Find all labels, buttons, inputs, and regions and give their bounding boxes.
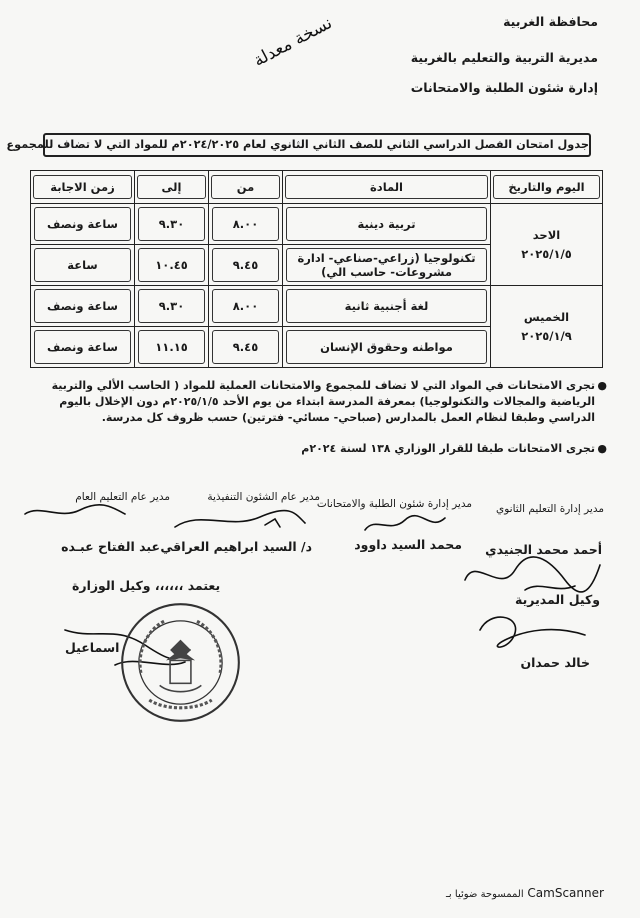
- header-directorate: مديرية التربية والتعليم بالغربية: [410, 50, 598, 65]
- table-row: [31, 286, 603, 327]
- header-department: إدارة شئون الطلبة والامتحانات: [410, 80, 598, 95]
- col-header-subject: المادة: [283, 171, 491, 204]
- sig-name-deputy: خالد حمدان: [520, 655, 590, 670]
- day-name: الاحد: [532, 228, 561, 243]
- exam-schedule-table: [30, 170, 603, 368]
- from-cell: ٨.٠٠: [209, 204, 283, 245]
- subject-cell: لغة أجنبية ثانية: [283, 286, 491, 327]
- signature-scribble-students: [360, 512, 450, 538]
- official-seal: [118, 600, 243, 725]
- from-cell: ٩.٤٥: [209, 245, 283, 286]
- sig-title-executive: مدير عام الشئون التنفيذية: [207, 491, 320, 503]
- footer-prefix: الممسوحة ضوئيا بـ: [446, 889, 524, 900]
- to-cell: ١١.١٥: [135, 327, 209, 368]
- sig-name-ministry: اسماعيل: [65, 640, 120, 655]
- bullet-icon: ●: [597, 442, 607, 455]
- sig-title-secondary: مدير إدارة التعليم الثانوي: [496, 503, 604, 515]
- subject-cell: تربية دينية: [283, 204, 491, 245]
- signature-scribble-deputy: [465, 605, 595, 650]
- day-cell-sunday: [491, 204, 603, 286]
- table-header-row: [31, 171, 603, 204]
- signature-scribble-executive: [170, 505, 310, 535]
- from-cell: ٨.٠٠: [209, 286, 283, 327]
- subject-cell: تكنولوجيا (زراعي-صناعي- ادارة مشروعات- حاسب الي): [283, 245, 491, 286]
- from-cell: ٩.٤٥: [209, 327, 283, 368]
- handwritten-note: نسخة معدلة: [250, 13, 336, 71]
- footer-brand: CamScanner: [527, 886, 604, 900]
- note-2: ● تجرى الامتحانات طبقا للقرار الوزاري ١٣٨ لسنة ٢٠٢٤م: [301, 442, 607, 455]
- table-title: جدول امتحان الفصل الدراسي الثاني للصف الثاني الثانوي لعام ٢٠٢٤/٢٠٢٥م للمواد التي لا تضاف للمجموع: [43, 133, 591, 157]
- bullet-icon: ●: [597, 379, 607, 392]
- day-cell-thursday: [491, 286, 603, 368]
- duration-cell: ساعة ونصف: [31, 204, 135, 245]
- col-header-from: من: [209, 171, 283, 204]
- sig-name-executive: د/ السيد ابراهيم العراقي: [160, 539, 312, 554]
- day-date: ٢٠٢٥/١/٩: [521, 328, 572, 343]
- subject-cell: مواطنه وحقوق الإنسان: [283, 327, 491, 368]
- sig-title-students: مدير إدارة شئون الطلبة والامتحانات: [316, 498, 472, 510]
- to-cell: ١٠.٤٥: [135, 245, 209, 286]
- sig-title-general-ed: مدير عام التعليم العام: [75, 491, 170, 503]
- signature-scribble-general-ed: [20, 500, 130, 522]
- header-governorate: محافظة الغربية: [503, 14, 598, 29]
- sig-name-general-ed: عبد الفتاح عبـده: [61, 539, 160, 554]
- table-row: [31, 204, 603, 245]
- to-cell: ٩.٣٠: [135, 204, 209, 245]
- duration-cell: ساعة ونصف: [31, 286, 135, 327]
- sig-name-secondary: أحمد محمد الجنيدي: [485, 542, 602, 557]
- duration-cell: ساعة ونصف: [31, 327, 135, 368]
- sig-title-deputy: وكيل المديرية: [515, 592, 600, 607]
- note-1: ● تجرى الامتحانات في المواد التي لا تضاف للمجموع والامتحانات العملية للمواد ( الحاسب الألي والتربية الرياضية والمجالات والتكنولوجيا) بمعرفة المدرسة ابتداء من يوم الأحد ٢٠٢٥/١/٥م دون الإخلال باليوم الدراسي وطبقا لنظام العمل بالمدارس (صباحي- مسائي- فترتين) حسب ظروف كل مدرسة.: [51, 379, 607, 424]
- footer-scanner: [446, 886, 604, 900]
- sig-title-ministry: يعتمد ،،،،،، وكيل الوزارة: [72, 578, 221, 593]
- day-date: ٢٠٢٥/١/٥: [521, 246, 572, 261]
- day-name: الخميس: [523, 310, 570, 325]
- sig-name-students: محمد السيد داوود: [354, 537, 462, 552]
- col-header-duration: زمن الاجابة: [31, 171, 135, 204]
- col-header-to: إلى: [135, 171, 209, 204]
- col-header-day: اليوم والتاريخ: [491, 171, 603, 204]
- duration-cell: ساعة: [31, 245, 135, 286]
- to-cell: ٩.٣٠: [135, 286, 209, 327]
